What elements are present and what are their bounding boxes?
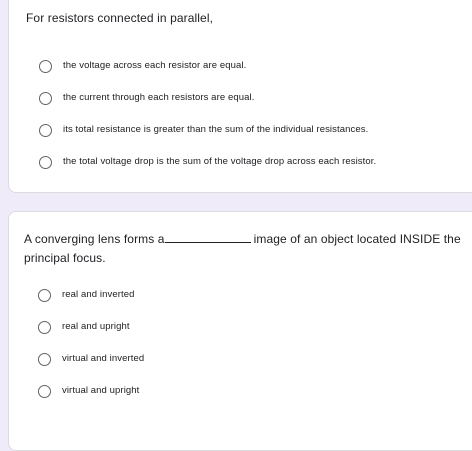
question-2-text-end: image of an object located INSIDE the principal focus. [24,232,461,265]
option-label: its total resistance is greater than the sum of the individual resistances. [63,124,369,135]
option-label: the voltage across each resistor are equal. [63,60,247,71]
radio-button[interactable] [38,353,51,366]
option-label: the current through each resistors are equal. [63,92,255,103]
fill-in-blank [165,229,251,243]
question-2-text-start: A converging lens forms a [24,232,165,246]
question-1-text: For resistors connected in parallel, [26,11,214,25]
option-label: real and upright [62,321,130,332]
radio-button[interactable] [38,385,51,398]
option-label: the total voltage drop is the sum of the voltage drop across each resistor. [63,156,377,167]
option-label: virtual and inverted [62,353,145,364]
option-label: real and inverted [62,289,135,300]
q1-option-2[interactable] [39,90,254,106]
radio-button[interactable] [39,92,52,105]
radio-button[interactable] [38,289,51,302]
q1-option-1[interactable] [39,58,246,74]
q2-option-2[interactable] [38,319,130,335]
q2-option-4[interactable] [38,383,139,399]
radio-button[interactable] [39,156,52,169]
question-2-text [24,229,472,268]
radio-button[interactable] [39,124,52,137]
q2-option-1[interactable] [38,287,134,303]
radio-button[interactable] [39,60,52,73]
q1-option-3[interactable] [39,122,368,138]
q1-option-4[interactable] [39,154,376,170]
option-label: virtual and upright [62,385,140,396]
radio-button[interactable] [38,321,51,334]
q2-option-3[interactable] [38,351,144,367]
